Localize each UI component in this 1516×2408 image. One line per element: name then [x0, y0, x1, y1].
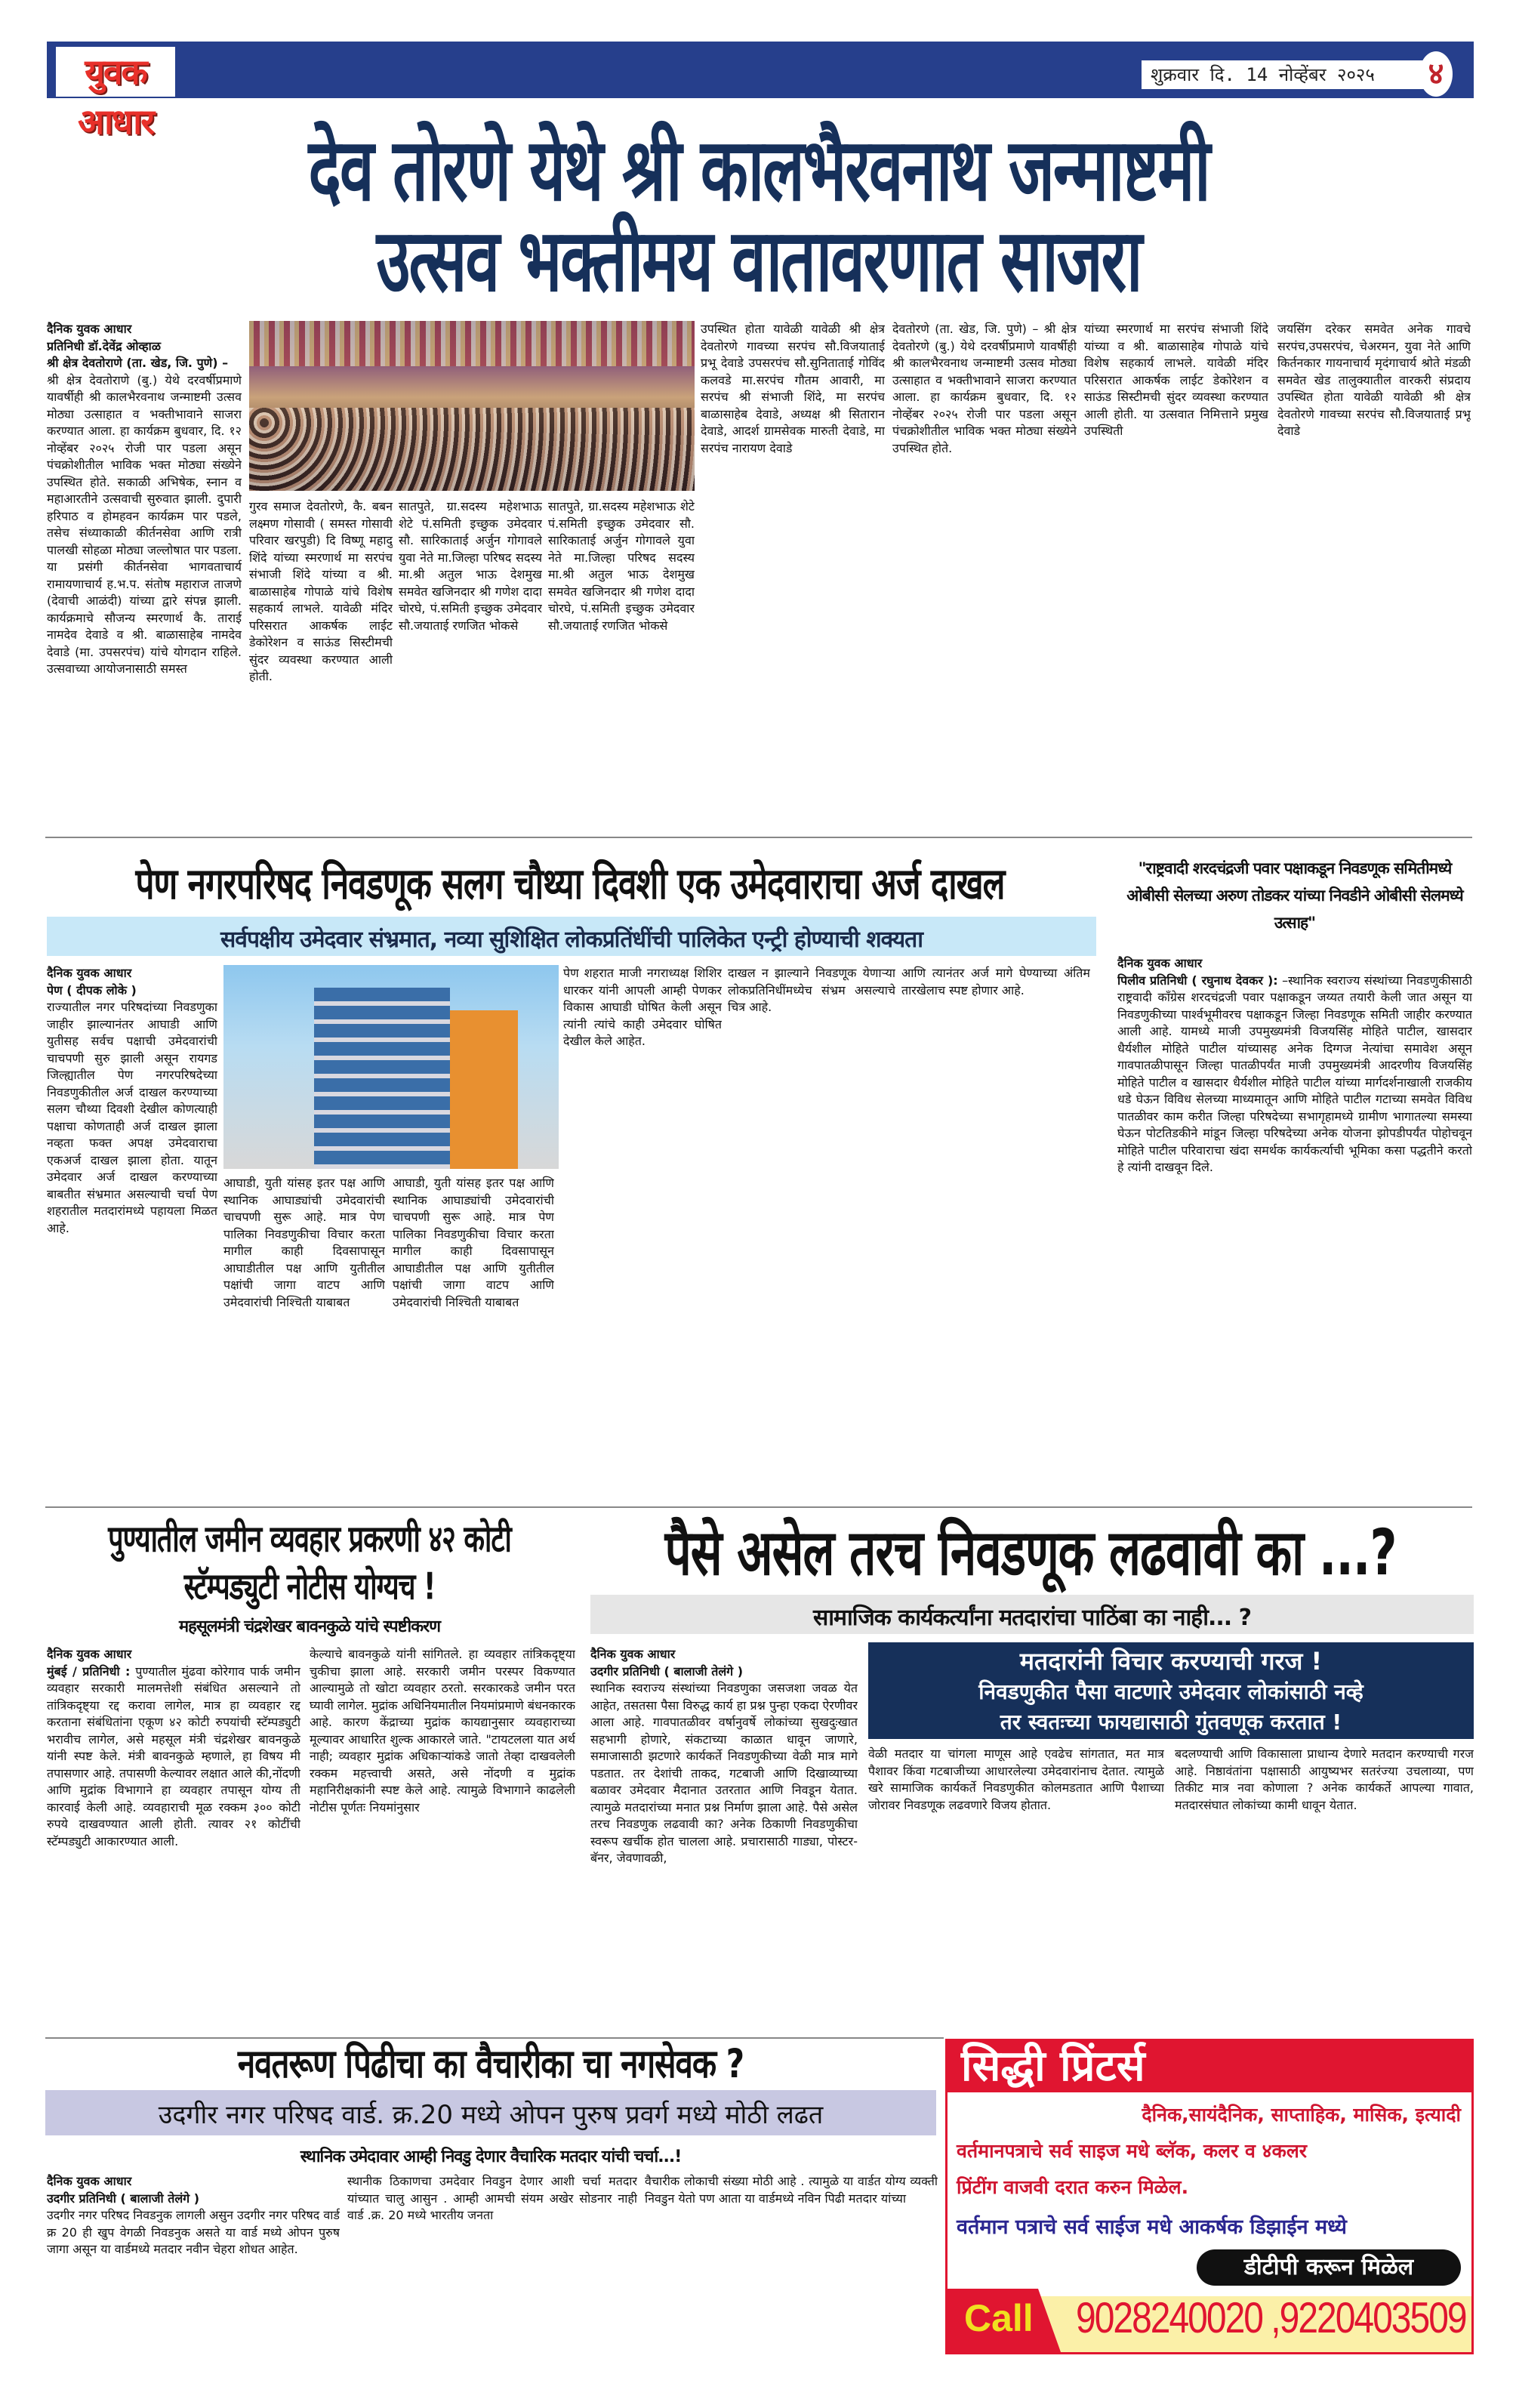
money-byline: उदगीर प्रतिनिधी ( बालाजी तेलंगे ) [590, 1663, 744, 1679]
callout-line1: मतदारांनी विचार करण्याची गरज ! [1019, 1647, 1323, 1676]
lead-col-2: गुरव समाज देवतोरणे, कै. बबन लक्ष्मण गोसावी ( समस्त गोसावी परिवार खरपुडी) दि विष्णू महादु शिंदे यांच्या स्मरणार्थ मा सरपंच संभाजी शिंदे यांच्या व श्री. बाळासाहेब गोपाळे यांचे विशेष सहकार्य लाभले. यावेळी मंदिर परिसरात आकर्षक लाईट डेकोरेशन व साऊंड सिस्टीमची सुंदर व्यवस्था करण्यात आली होती. [249, 499, 393, 683]
pune-byline: मुंबई / प्रतिनिधी : [47, 1663, 131, 1679]
ad-dtp-pill: डीटीपी करून मिळेल [1197, 2249, 1461, 2286]
ncp-body-col [1117, 955, 1472, 1499]
ad-title: सिद्धी प्रिंटर्स [961, 2042, 1145, 2091]
pune-source: दैनिक युवक आधार [47, 1647, 132, 1661]
page-number: ४ [1419, 51, 1453, 97]
lead-byline: प्रतिनिधी डॉ.देवेंद्र ओव्हाळ [47, 338, 161, 353]
lead-dateline: श्री क्षेत्र देवतोराणे (ता. खेड, जि. पुणे) – [47, 356, 229, 370]
pen-byline: पेण ( दीपक लोके ) [47, 982, 137, 997]
money-callout-box [868, 1642, 1474, 1739]
pen-col-6: आणि त्यानंतर अर्ज मागे घेण्याच्या अंतिम तारखेलाच स्पष्ट होणार आहे. [901, 966, 1090, 997]
udgir-source: दैनिक युवक आधार [47, 2174, 132, 2188]
money-col-1 [590, 1646, 858, 2031]
udgir-col-3: वैचारीक लोकाची संख्या मोठी आहे . त्यामुळे या वार्डत योग्य व्यक्ती निवडुन येतो पण आता या वार्डमध्ये नविन पिढी मतदार यांच्या [645, 2174, 938, 2206]
lead-col-7: यांच्या स्मरणार्थ मा सरपंच संभाजी शिंदे यांच्या व श्री. बाळासाहेब गोपाळे यांचे विशेष सहकार्य लाभले. यावेळी मंदिर परिसरात आकर्षक लाईट डेकोरेशन व साऊंड सिस्टीमची सुंदर व्यवस्था करण्यात आली होती. या उत्सवात निमित्ताने प्रमुख उपस्थिती [1084, 322, 1268, 438]
pune-col-2: केल्याचे बावनकुळे यांनी सांगितले. हा व्यवहार तांत्रिकदृष्ट्या चुकीचा झाला आहे. सरकारी जमीन परस्पर विकण्यात आल्यामुळे तो खोटा व्यवहार ठरतो. सरकारकडे जमीन परत घ्यावी लागेल. मुद्रांक अधिनियमातील नियमांप्रमाणे बंधनकारक आहे. कारण केंद्राच्या मुद्रांक कायद्यानुसार व्यवहाराच्या मूल्यावर आधारित शुल्क आकारले जाते. "टायटलला यात अर्थ नाही; व्यवहार मुद्रांक अधिकाऱ्यांकडे जातो तेव्हा दाखवलेली रक्कम महत्त्वाची असते, असे नोंदणी व मुद्रांक महानिरीक्षकांनी स्पष्ट केले आहे. त्यामुळे विभागाने काढलेली नोटीस पूर्णतः नियमांनुसार [310, 1647, 575, 1814]
money-source: दैनिक युवक आधार [590, 1647, 676, 1661]
ncp-byline: पिलीव प्रतिनिधी ( रघुनाथ देवकर ): [1117, 973, 1278, 988]
pen-headline: पेण नगरपरिषद निवडणूक सलग चौथ्या दिवशी एक उमेदवाराचा अर्ज दाखल [135, 859, 1005, 910]
lead-source: दैनिक युवक आधार [47, 322, 132, 336]
pune-body: पुण्यातील मुंढवा कोरेगाव पार्क जमीन व्यवहार सरकारी मालमत्तेशी संबंधित असल्याने तो तांत्रिकदृष्ट्या रद्द करावा लागेल, मात्र हा व्यवहार रद्द करताना संबंधितांना एकूण ४२ कोटी रुपयांची स्टॅम्पड्युटी भरावीच लागेल, असे महसूल मंत्री चंद्रशेखर बावनकुळे यांनी स्पष्ट केले. मंत्री बावनकुळे म्हणाले, हा विषय मी तपासणार आहे. तपासणी केल्यावर लक्षात आले की,नोंदणी आणि मुद्रांक विभागाने हा व्यवहार तपासून योग्य ती कारवाई केली आहे. व्यवहाराची मूळ रक्कम ३०० कोटी रुपये दाखवण्यात आली होती. त्यावर २१ कोटींची स्टॅम्पड्युटी आकारण्यात आली. [47, 1663, 300, 1848]
ad-line1: दैनिक,सायंदैनिक, साप्ताहिक, मासिक, इत्यादी [1142, 2104, 1461, 2126]
lead-headline-line1: देव तोरणे येथे श्री कालभैरवनाथ जन्माष्टमी [308, 120, 1209, 221]
udgir-col-2: स्थानीक ठिकाणचा उमदेवार निवडुन देणार आशी चर्चा मतदार यांच्यात चालु आसुन . आम्ही आमची संयम अखेर सोडनार नाही वार्ड .क्र. 20 मध्ये भारतीय जनता [347, 2174, 637, 2222]
pune-subheadline: महसूलमंत्री चंद्रशेखर बावनकुळे यांचे स्पष्टीकरण [178, 1617, 440, 1636]
lead-photo-crowd [249, 321, 695, 491]
udgir-kicker: स्थानिक उमेदावार आम्ही निवडु देणार वैचारिक मतदार यांची चर्चा...! [300, 2147, 682, 2166]
money-col-3: बदलण्याची आणि विकासाला प्राधान्य देणारे मतदान करण्याची गरज आहे. निष्ठावंतांना पक्षासाठी आयुष्यभर सतरंज्या उचलाव्या, पण तिकीट मात्र नवा कोणाला ? अनेक कार्यकर्ते आपल्या गावात, मतदारसंघात लोकांच्या कामी धावून येतात. [1175, 1747, 1474, 1812]
section-divider [45, 837, 1472, 838]
pen-col-4: पेण शहरात माजी नगराध्यक्ष शिशिर धारकर यांनी आपली आम्ही पेणकर विकास आघाडी घोषित केली असून त्यांनी त्यांचे काही उमेदवार घोषित देखील केले आहेत. [563, 966, 722, 1048]
pen-source: दैनिक युवक आधार [47, 966, 132, 980]
money-subheadline: सामाजिक कार्यकर्त्यांना मतदारांचा पाठिंबा का नाही... ? [812, 1605, 1252, 1631]
lead-body: श्री क्षेत्र देवतोराणे (बु.) येथे दरवर्षीप्रमाणे यावर्षीही श्री कालभैरवनाथ जन्माष्टमी उत्सव मोठ्या उत्साहात व भक्तीभावाने साजरा करण्यात आला. हा कार्यक्रम बुधवार, दि. १२ नोव्हेंबर २०२५ रोजी पार पडला असून पंचक्रोशीतील भाविक भक्त मोठ्या संख्येने उपस्थित होते. सकाळी अभिषेक, स्नान व महाआरतीने उत्सवाची सुरुवात झाली. दुपारी हरिपाठ व होमहवन कार्यक्रम पार पडले, तसेच संध्याकाळी कीर्तनसेवा आणि रात्री पालखी सोहळा मोठ्या जल्लोषात पार पडला. या प्रसंगी कीर्तनसेवा भागवताचार्य रामायणाचार्य ह.भ.प. संतोष महाराज ताजणे (देवाची आळंदी) यांच्या द्वारे संपन्न झाली. कार्यक्रमाचे सौजन्य स्मरणार्थ कै. ताराई नामदेव देवाडे व श्री. बाळासाहेब नामदेव देवाडे (मा. उपसरपंच) यांचे योगदान राहिले. उत्सवाच्या आयोजनासाठी समस्त [47, 372, 242, 676]
pen-col-2: आघाडी, युती यांसह इतर पक्ष आणि स्थानिक आघाड्यांची उमेदवारांची चाचपणी सुरू आहे. मात्र पेण पालिका निवडणुकीचा विचार करता मागील काही दिवसापासून आघाडीतील पक्ष आणि युतीतील पक्षांची जागा वाटप आणि उमेदवारांची निश्चिती याबाबत [223, 1176, 385, 1309]
pune-headline-line1: पुण्यातील जमीन व्यवहार प्रकरणी ४२ कोटी [108, 1518, 511, 1561]
pune-col-1 [47, 1646, 300, 2031]
pen-subheadline: सर्वपक्षीय उमेदवार संभ्रमात, नव्या सुशिक्षित लोकप्रतिंधींची पालिकेत एन्ट्री होण्याची शक्यता [220, 927, 923, 953]
ncp-source: दैनिक युवक आधार [1117, 956, 1203, 970]
lead-headline-line2: उत्सव भक्तीमय वातावरणात साजरा [376, 211, 1142, 312]
lead-col-6: देवतोरणे (ता. खेड, जि. पुणे) – श्री क्षेत्र देवतोरणे (बु.) येथे दरवर्षीप्रमाणे यावर्षीही श्री कालभैरवनाथ जन्माष्टमी उत्सव मोठ्या उत्साहात व भक्तीभावाने साजरा करण्यात आला. हा कार्यक्रम बुधवार, दि. १२ नोव्हेंबर २०२५ रोजी पार पडला असून पंचक्रोशीतील भाविक भक्त मोठ्या संख्येने उपस्थित होते. [892, 322, 1077, 455]
callout-line2: निवडणुकीत पैसा वाटणारे उमेदवार लोकांसाठी नव्हे [978, 1679, 1363, 1704]
lead-col-3: सातपुते, ग्रा.सदस्य महेशभाऊ शेटे पं.समिती इच्छुक उमेदवार सौ. सारिकाताई अर्जुन गोगावले युवा नेते मा.जिल्हा परिषद सदस्य मा.श्री अतुल भाऊ देशमुख समवेत खजिनदार श्री गणेश दादा चोरघे, पं.समिती इच्छुक उमेदवार सौ.जयाताई रणजित भोकसे [399, 499, 542, 633]
ad-call-label: Call [964, 2297, 1034, 2339]
udgir-byline: उदगीर प्रतिनिधी ( बालाजी तेलंगे ) [47, 2191, 200, 2206]
ad-line4: वर्तमान पत्राचे सर्व साईज मधे आकर्षक डिझाईन मध्ये [957, 2215, 1347, 2239]
ad-phone-numbers: 9028240020 ,9220403509 [1076, 2294, 1466, 2343]
pen-col-3: आघाडी, युती यांसह इतर पक्ष आणि स्थानिक आघाड्यांची उमेदवारांची चाचपणी सुरू आहे. मात्र पेण पालिका निवडणुकीचा विचार करता मागील काही दिवसापासून आघाडीतील पक्ष आणि युतीतील पक्षांची जागा वाटप आणि उमेदवारांची निश्चिती याबाबत [393, 1176, 554, 1309]
lead-col-1 [47, 321, 242, 827]
pen-photo-building [223, 965, 559, 1169]
callout-line3: तर स्वतःच्या फायद्यासाठी गुंतवणूक करतात ! [1000, 1710, 1342, 1734]
pune-headline-line2: स्टॅम्पड्युटी नोटीस योग्यच ! [183, 1566, 436, 1608]
udgir-body: उदगीर नगर परिषद निवडनुक लागली असुन उदगीर नगर परिषद वार्ड क्र 20 ही खुप वेगळी निवडनुक असते या वार्ड मध्ये ओपन पुरुष जागा असून या वार्डमध्ये मतदार नवीन चेहरा शोधत आहेत. [47, 2208, 340, 2256]
money-col-2: वेळी मतदार या चांगला माणूस आहे एवढेच सांगतात, मत मात्र पैशावर किंवा गटबाजीच्या आधारलेल्या उमेदवारांनाच देतात. त्यामुळे खरे सामाजिक कार्यकर्ते निवडणुकीत कोलमडतात आणि पैशाच्या जोरावर निवडणूक लढवणारे विजय होतात. [868, 1747, 1164, 1812]
ad-siddhi-printers [945, 2039, 1474, 2354]
money-headline: पैसे असेल तरच निवडणूक लढवावी का ...? [664, 1515, 1397, 1590]
ncp-headline: "राष्ट्रवादी शरदचंद्रजी पवार पक्षाकडून निवडणूक समितीमध्ये ओबीसी सेलच्या अरुण तोडकर यांच्या निवडीने ओबीसी सेलमध्ये उत्साह" [1126, 859, 1463, 932]
udgir-headline: नवतरूण पिढीचा का वैचारीका चा नगसेवक ? [237, 2040, 744, 2087]
lead-col-4: सातपुते, ग्रा.सदस्य महेशभाऊ शेटे पं.समिती इच्छुक उमेदवार सौ. सारिकाताई अर्जुन गोगावले युवा नेते मा.जिल्हा परिषद सदस्य मा.श्री अतुल भाऊ देशमुख समवेत खजिनदार श्री गणेश दादा चोरघे, पं.समिती इच्छुक उमेदवार सौ.जयाताई रणजित भोकसे [548, 499, 695, 633]
ncp-body: –स्थानिक स्वराज्य संस्थांच्या निवडणुकीसाठी राष्ट्रवादी काँग्रेस शरदचंद्रजी पवार पक्षाकडून जय्यत तयारी केली जात असून या निवडणुकीच्या पार्श्वभूमीवरच पक्षाकडून जिल्हा निवडणूक समिती जाहीर करण्यात आली आहे. यामध्ये माजी उपमुख्यमंत्री विजयसिंह मोहिते पाटील, खासदार धैर्यशील मोहिते पाटील यांच्यासह अनेक दिग्गज नेत्यांचा समावेश असून गावपातळीपासून जिल्हा पातळीपर्यंत माजी उपमुख्यमंत्री आदरणीय विजयसिंह मोहिते पाटील व खासदार धैर्यशील मोहिते पाटील यांच्या मार्गदर्शनाखाली राजकीय धडे घेऊन विविध सेलच्या माध्यमातून आणि मोहिते पाटील गटाच्या समवेत विविध पातळीवर काम करीत जिल्हा परिषदेच्या सभागृहामध्ये ग्रामीण भागातल्या समस्या घेऊन पोटतिडकीने मांडून जिल्हा परिषदेच्या अनेक योजना झोपडीपर्यंत पोहोचवून मोहिते पाटील परिवाराचा खंदा समर्थक कार्यकर्त्याची भूमिका कसा पद्धतीने करतो हे त्यांनी दाखवून दिले. [1117, 973, 1472, 1174]
pen-body: राज्यातील नगर परिषदांच्या निवडणुका जाहीर झाल्यानंतर आघाडी आणि युतीसह सर्वच पक्षाची उमेदवारांची चाचपणी सुरु झाली असून रायगड जिल्ह्यातील पेण नगरपरिषदेच्या निवडणुकीतील अर्ज दाखल करण्याच्या सलग चौथ्या दिवशी देखील कोणत्याही पक्षाचा कोणताही अर्ज दाखल झाला नव्हता फक्त अपक्ष उमेदवाराचा एकअर्ज दाखल झाला होता. यातून उमेदवार अर्ज दाखल करण्याच्या बाबतीत संभ्रमात असल्याची चर्चा पेण शहरातील मतदारांमध्ये पहायला मिळत आहे. [47, 1000, 217, 1235]
newspaper-logo: युवक आधार [56, 47, 175, 97]
ad-line2: वर्तमानपत्राचे सर्व साइज मधे ब्लॅक, कलर व ४कलर [957, 2140, 1308, 2162]
issue-date: शुक्रवार दि. 14 नोव्हेंबर २०२५ [1142, 60, 1427, 89]
lead-col-5: उपस्थित होता यावेळी यावेळी श्री क्षेत्र देवतोरणे गावच्या सरपंच सौ.विजयाताई प्रभू देवाडे उपसरपंच सौ.सुनिताताई गोविंद कलवडे मा.सरपंच गौतम आवारी, मा सरपंच श्री संभाजी शिंदे, मा सरपंच बाळासाहेब देवाडे, अध्यक्ष श्री सितारान देवाडे, आदर्श ग्रामसेवक मारुती देवाडे, मा सरपंच नारायण देवाडे [701, 322, 885, 455]
money-body: स्थानिक स्वराज्य संस्थांच्या निवडणुका जसजशा जवळ येत आहेत, तसतसा पैसा विरुद्ध कार्य हा प्रश्न पुन्हा एकदा ऐरणीवर आला आहे. गावपातळीवर वर्षानुवर्षे लोकांच्या सुखदुःखात सहभागी होणारे, संकटाच्या काळात धावून जाणारे, समाजासाठी झटणारे कार्यकर्ते निवडणुकीच्या वेळी मात्र मागे पडतात. तर देशांची ताकद, गटबाजी आणि दिखाव्याच्या बळावर उमेदवार मैदानात उतरतात आणि निवडून येतात. त्यामुळे मतदारांच्या मनात प्रश्न निर्माण झाला आहे. पैसे असेल तरच निवडणुक लढवावी का? अनेक ठिकाणी निवडणुकीचा स्वरूप खर्चीक होत चालला आहे. प्रचारासाठी गाड्या, पोस्टर-बॅनर, जेवणावळी, [590, 1681, 858, 1865]
pen-col-1 [47, 965, 217, 1497]
pen-col-5: दाखल न झाल्याने निवडणूक येणाऱ्या लोकप्रतिनिधींमध्येच संभ्रम असल्याचे चित्र आहे. [728, 966, 895, 1014]
udgir-subheadline: उदगीर नगर परिषद वार्ड. क्र.20 मध्ये ओपन पुरुष प्रवर्ग मध्ये मोठी लढत [158, 2100, 824, 2130]
udgir-col-1 [47, 2173, 340, 2392]
lead-col-8: जयसिंग दरेकर समवेत अनेक गावचे सरपंच,उपसरपंच, चेअरमन, युवा नेते आणि किर्तनकार गायनाचार्य मृदंगाचार्य श्रोते मंडळी समवेत खेड तालुक्यातील वारकरी संप्रदाय उपस्थित होता यावेळी यावेळी श्री क्षेत्र देवतोरणे गावच्या सरपंच सौ.विजयाताई प्रभू देवाडे [1277, 322, 1471, 438]
ad-line3: प्रिंटींग वाजवी दरात करुन मिळेल. [957, 2176, 1189, 2198]
